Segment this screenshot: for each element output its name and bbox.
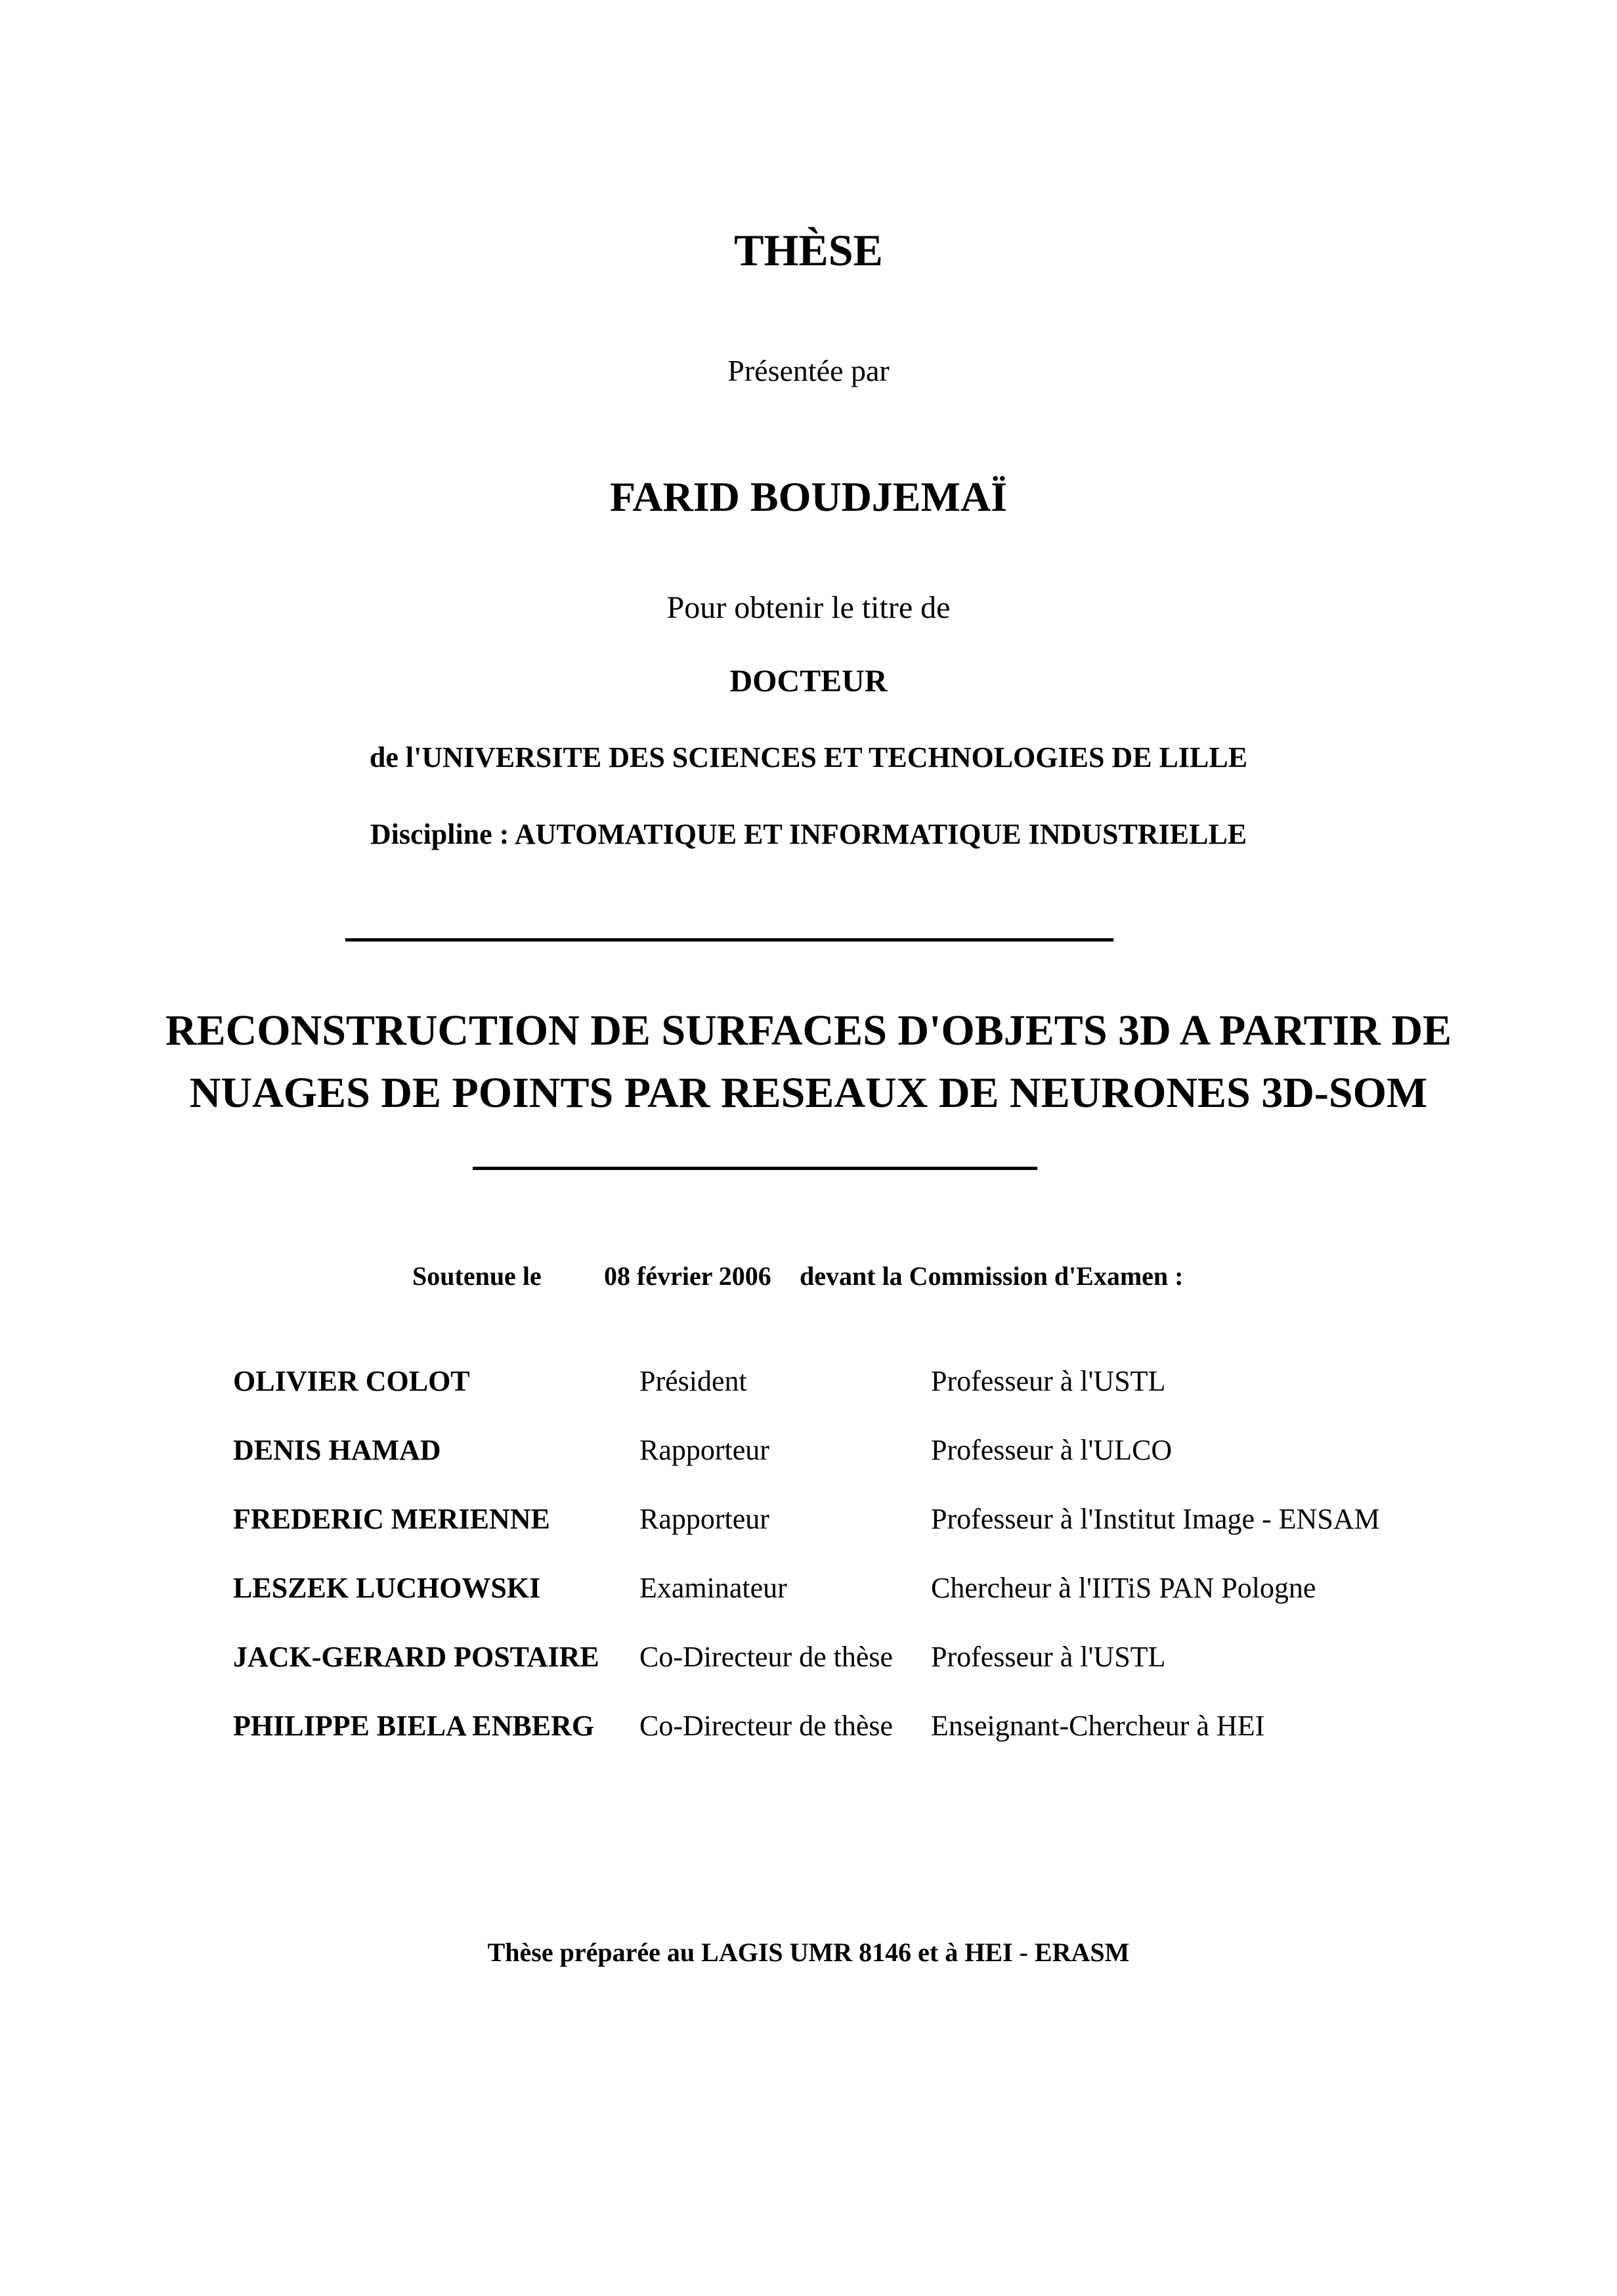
- member-affiliation: Professeur à l'USTL: [931, 1641, 1166, 1673]
- degree-title: DOCTEUR: [729, 664, 888, 699]
- discipline: Discipline : AUTOMATIQUE ET INFORMATIQUE INDUSTRIELLE: [370, 818, 1247, 850]
- prepared-at-footer: Thèse préparée au LAGIS UMR 8146 et à HEI - ERASM: [487, 1938, 1130, 1967]
- member-name: DENIS HAMAD: [233, 1434, 441, 1466]
- member-affiliation: Enseignant-Chercheur à HEI: [931, 1710, 1265, 1742]
- member-role: Rapporteur: [639, 1434, 769, 1466]
- divider-top: [345, 938, 1113, 942]
- member-affiliation: Professeur à l'USTL: [931, 1365, 1166, 1397]
- member-role: Rapporteur: [639, 1503, 769, 1535]
- document-type-heading: THÈSE: [734, 225, 883, 275]
- university-name: de l'UNIVERSITE DES SCIENCES ET TECHNOLOGIES DE LILLE: [369, 741, 1248, 773]
- defense-label: Soutenue le: [412, 1261, 542, 1291]
- member-role: Co-Directeur de thèse: [639, 1710, 894, 1742]
- member-name: OLIVIER COLOT: [233, 1365, 470, 1397]
- divider-bottom: [473, 1167, 1037, 1170]
- thesis-title-line-1: RECONSTRUCTION DE SURFACES D'OBJETS 3D A PARTIR DE: [165, 1007, 1452, 1054]
- member-name: PHILIPPE BIELA ENBERG: [233, 1710, 595, 1742]
- member-affiliation: Chercheur à l'IITiS PAN Pologne: [931, 1572, 1316, 1604]
- defense-committee-label: devant la Commission d'Examen :: [800, 1261, 1184, 1291]
- defense-date: 08 février 2006: [604, 1261, 771, 1291]
- member-role: Co-Directeur de thèse: [639, 1641, 894, 1673]
- member-affiliation: Professeur à l'ULCO: [931, 1434, 1173, 1466]
- author-name: FARID BOUDJEMAÏ: [609, 473, 1008, 520]
- degree-intro: Pour obtenir le titre de: [666, 590, 951, 625]
- member-name: FREDERIC MERIENNE: [233, 1503, 550, 1535]
- member-role: Examinateur: [639, 1572, 787, 1604]
- presented-by-label: Présentée par: [727, 354, 890, 387]
- member-name: LESZEK LUCHOWSKI: [233, 1572, 541, 1604]
- member-affiliation: Professeur à l'Institut Image - ENSAM: [931, 1503, 1380, 1535]
- member-name: JACK-GERARD POSTAIRE: [233, 1641, 599, 1673]
- thesis-title-line-2: NUAGES DE POINTS PAR RESEAUX DE NEURONES 3D-SOM: [189, 1069, 1428, 1117]
- member-role: Président: [639, 1365, 747, 1397]
